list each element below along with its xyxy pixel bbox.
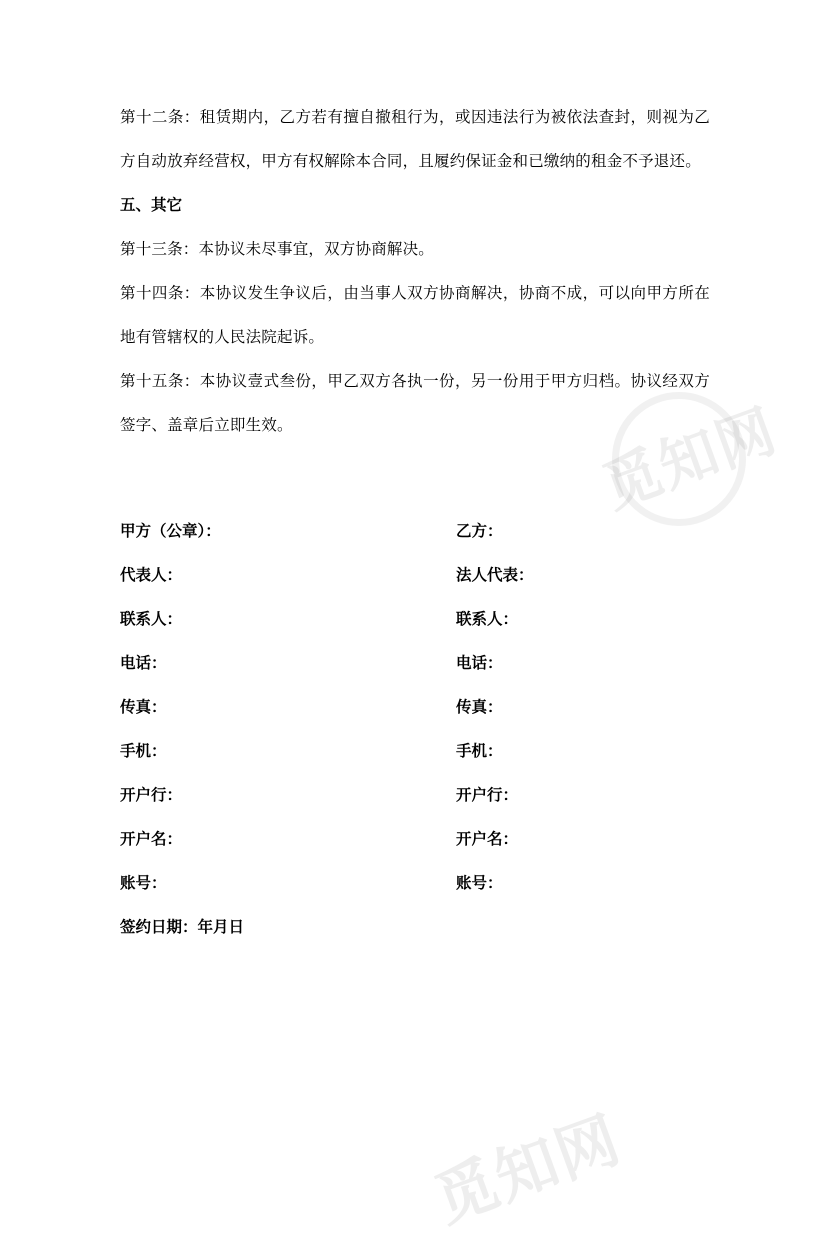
signature-row [120, 686, 710, 730]
clause-fifteen-paragraph: 第十五条：本协议壹式叁份，甲乙双方各执一份，另一份用于甲方归档。协议经双方签字、盖章后立即生效。 [120, 373, 710, 434]
party-a-mobile-label: 手机： [120, 743, 167, 760]
sign-date-label: 签约日期：年月日 [120, 919, 245, 936]
party-b-mobile-label: 手机： [456, 743, 503, 760]
signature-row [120, 510, 710, 554]
party-a-seal-label: 甲方（公章）： [120, 523, 221, 540]
party-b-contact-label: 联系人： [456, 611, 519, 628]
party-b-bank-label: 开户行： [456, 787, 519, 804]
signature-row [120, 554, 710, 598]
signature-row [120, 818, 710, 862]
signature-block [120, 510, 710, 950]
watermark-text: 觅知网 [594, 397, 786, 521]
watermark-text: 觅知网 [426, 1104, 631, 1236]
party-a-fax-label: 传真： [120, 699, 167, 716]
party-a-account-name-label: 开户名： [120, 831, 183, 848]
clause-twelve-paragraph: 第十二条：租赁期内，乙方若有擅自撤租行为，或因违法行为被依法查封，则视为乙方自动放弃经营权，甲方有权解除本合同，且履约保证金和已缴纳的租金不予退还。 [120, 109, 710, 170]
party-b-account-number-label: 账号： [456, 875, 503, 892]
signature-row [120, 774, 710, 818]
party-b-phone-label: 电话： [456, 655, 503, 672]
signature-row [120, 598, 710, 642]
party-a-account-number-label: 账号： [120, 875, 167, 892]
party-a-contact-label: 联系人： [120, 611, 183, 628]
signature-row [120, 730, 710, 774]
party-b-fax-label: 传真： [456, 699, 503, 716]
signature-spacer [120, 448, 710, 510]
section-heading-other: 五、其它 [120, 197, 183, 214]
clause-thirteen-paragraph: 第十三条：本协议未尽事宜，双方协商解决。 [120, 241, 435, 258]
signature-row [120, 862, 710, 906]
document-body [120, 96, 710, 950]
party-a-phone-label: 电话： [120, 655, 167, 672]
party-b-account-name-label: 开户名： [456, 831, 519, 848]
party-a-bank-label: 开户行： [120, 787, 183, 804]
clause-fourteen-paragraph: 第十四条：本协议发生争议后，由当事人双方协商解决，协商不成，可以向甲方所在地有管辖权的人民法院起诉。 [120, 285, 710, 346]
party-b-legal-representative-label: 法人代表： [456, 567, 534, 584]
party-a-representative-label: 代表人： [120, 567, 183, 584]
party-b-label: 乙方： [456, 523, 503, 540]
signature-row [120, 642, 710, 686]
